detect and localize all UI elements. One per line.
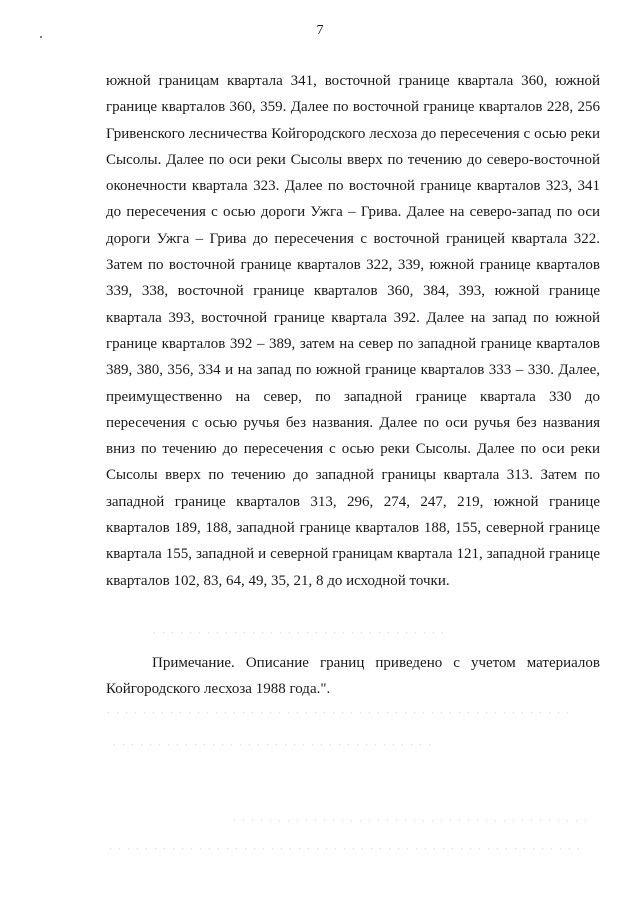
scan-noise-line bbox=[230, 820, 590, 821]
note-paragraph: Примечание. Описание границ приведено с учетом материалов Койгородского лесхоза 1988 года.". bbox=[106, 655, 600, 698]
scan-noise-line bbox=[110, 744, 430, 745]
scan-noise-line bbox=[106, 848, 586, 849]
page-number: 7 bbox=[316, 23, 324, 38]
scan-noise-line bbox=[150, 632, 450, 633]
boundary-description-paragraph: южной границам квартала 341, восточной границе квартала 360, южной границе кварталов 360, 359. Далее по восточной границе кварталов 228, 256 Гривенского лесничества Койгородского лесхоза до пересечения с осью реки Сысолы. Далее по оси реки Сысолы вверх по течению до северо-восточной оконечности квартала 323. Далее по восточной границе кварталов 323, 341 до пересечения с осью дороги Ужга – Грива. Далее на северо-запад по оси дороги Ужга – Грива до пересечения с восточной границей квартала 322. Затем по восточной границе кварталов 322, 339, южной границе кварталов 339, 338, восточной границе кварталов 360, 384, 393, южной границе квартала 393, восточной границе квартала 392. Далее на запад по южной границе кварталов 392 – 389, затем на север по западной границе кварталов 389, 380, 356, 334 и на запад по южной границе кварталов 333 – 330. Далее, преимущественно на север, по западной границе квартала 330 до пересечения с осью ручья без названия. Далее по оси ручья без названия вниз по течению до пересечения с осью реки Сысолы. Далее по оси реки Сысолы вверх по течению до западной границы квартала 313. Затем по западной границе кварталов 313, 296, 274, 247, 219, южной границе кварталов 189, 188, западной границе кварталов 188, 155, северной границе квартала 155, западной и северной границам квартала 121, западной границе кварталов 102, 83, 64, 49, 35, 21, 8 до исходной точки. bbox=[106, 73, 600, 589]
scan-noise-line bbox=[104, 712, 574, 713]
